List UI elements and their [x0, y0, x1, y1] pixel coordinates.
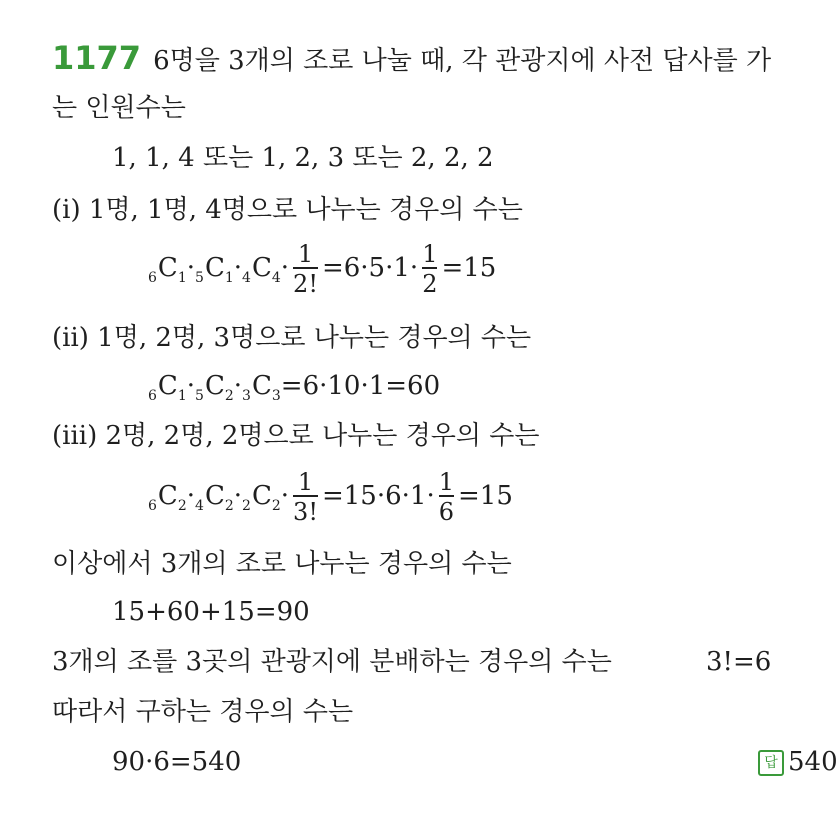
answer-icon: 답 [758, 750, 784, 776]
case3-fraction-1: $\frac{1}{3!}$ [293, 468, 318, 526]
cases-line: 1, 1, 4 또는 1, 2, 3 또는 2, 2, 2 [112, 143, 494, 173]
answer [758, 746, 838, 778]
problem-intro-2: 는 인원수는 [52, 93, 186, 123]
problem-header [52, 39, 772, 77]
final-calculation: 90·6=540 [112, 747, 242, 777]
answer-value: 540 [788, 747, 838, 777]
summary-line-3: 따라서 구하는 경우의 수는 [52, 697, 354, 727]
case3-heading: (ⅲ) 2명, 2명, 2명으로 나누는 경우의 수는 [52, 421, 540, 451]
case1-formula: $_6C_1\cdot_5C_1\cdot_4C_4\cdot$ $\frac{1}{2!}$ =6·5·1· $\frac{1}{2}$ =15 [148, 240, 497, 298]
case1-heading: (ⅰ) 1명, 1명, 4명으로 나누는 경우의 수는 [52, 195, 523, 225]
summary-line-2: 3개의 조를 3곳의 관광지에 분배하는 경우의 수는 [52, 647, 612, 677]
case2-formula: $_6C_1\cdot_5C_2\cdot_3C_3=6\cdot 10\cdot 1=60$ [148, 371, 441, 404]
case2-heading: (ⅱ) 1명, 2명, 3명으로 나누는 경우의 수는 [52, 323, 532, 353]
case1-fraction-2: $\frac{1}{2}$ [422, 240, 438, 298]
problem-intro-1: 6명을 3개의 조로 나눌 때, 각 관광지에 사전 답사를 가 [153, 46, 772, 76]
case3-formula: $_6C_2\cdot_4C_2\cdot_2C_2\cdot$ $\frac{1}{3!}$ =15·6·1· $\frac{1}{6}$ =15 [148, 468, 513, 526]
summary-factorial: 3!=6 [706, 647, 772, 677]
case1-fraction-1: $\frac{1}{2!}$ [293, 240, 318, 298]
problem-number: 1177 [52, 39, 142, 77]
summary-line-1: 이상에서 3개의 조로 나누는 경우의 수는 [52, 549, 512, 579]
case3-fraction-2: $\frac{1}{6}$ [438, 468, 454, 526]
summary-sum: 15+60+15=90 [112, 597, 310, 627]
